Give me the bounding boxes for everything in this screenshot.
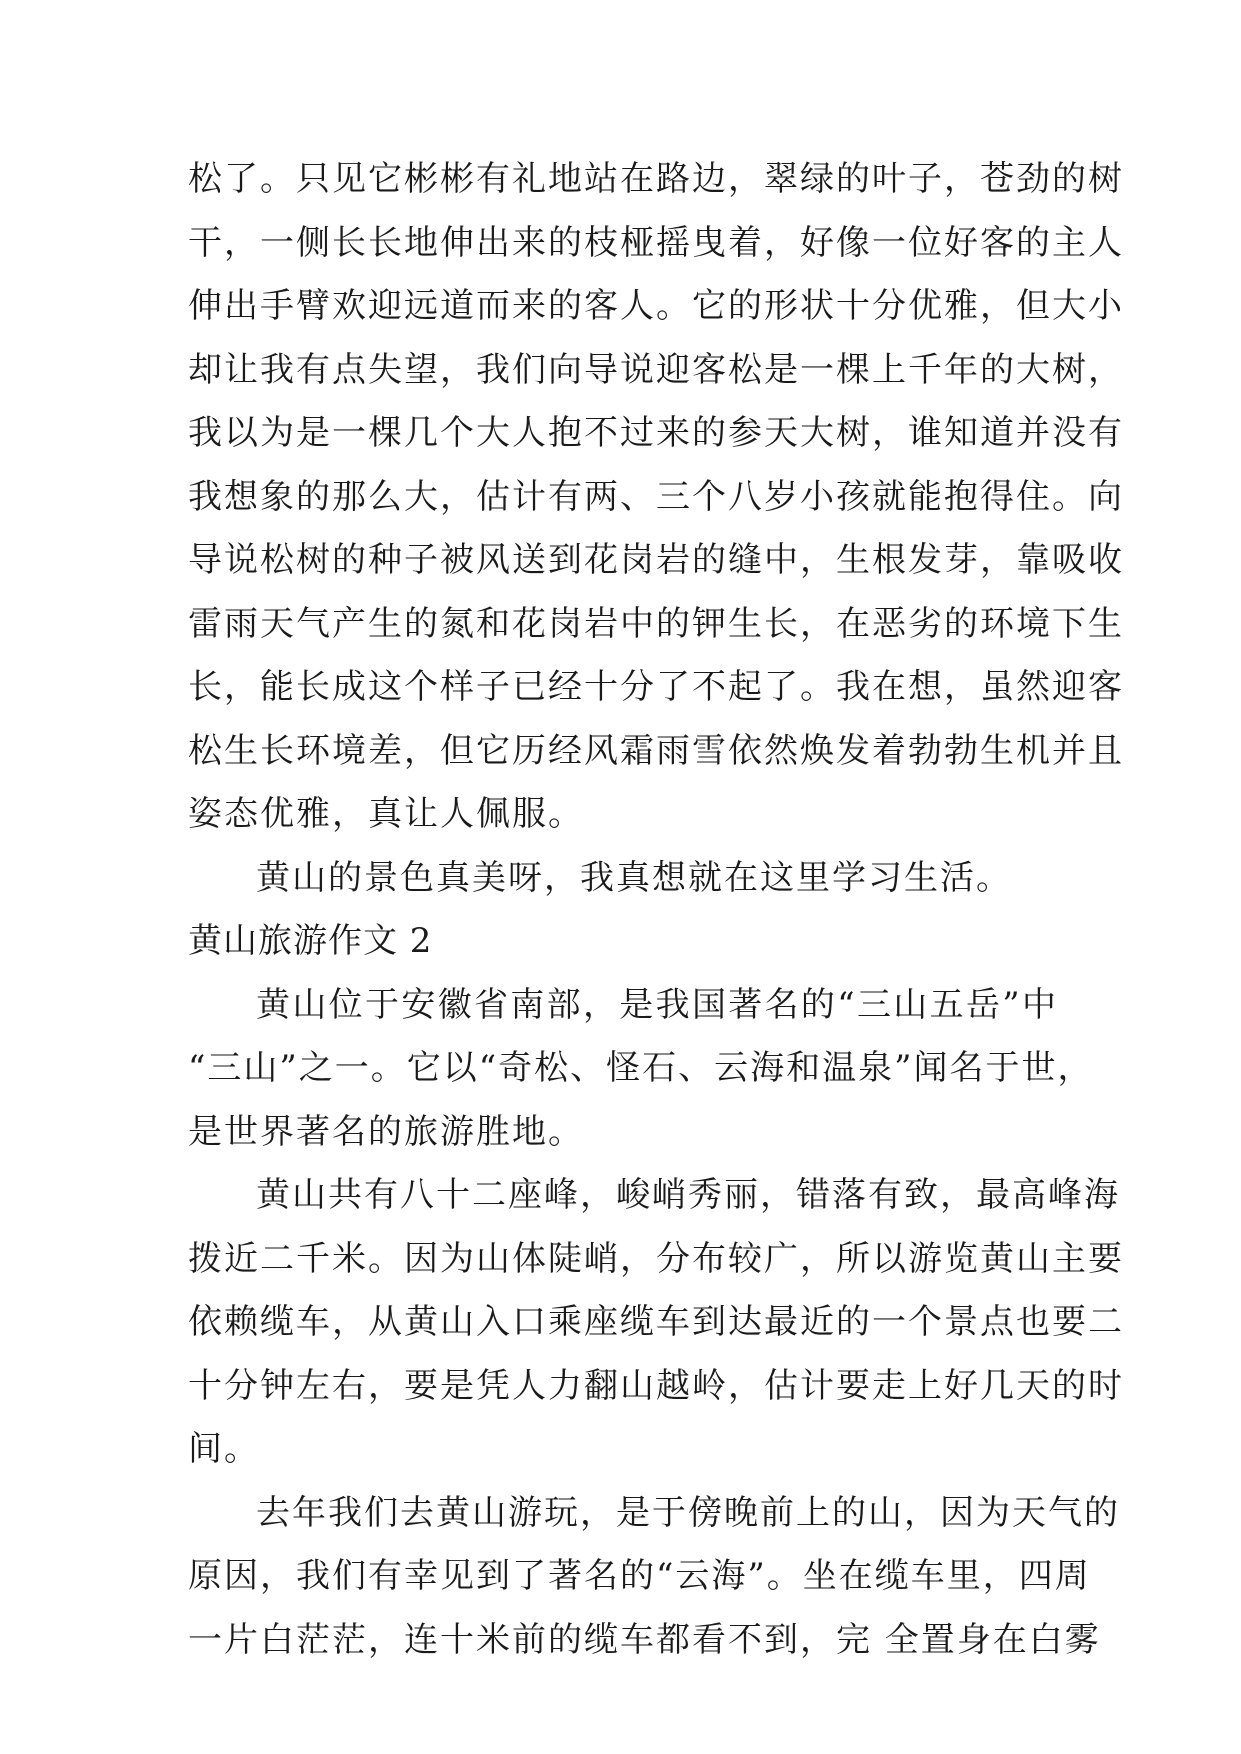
text-line: 干，一侧长长地伸出来的枝桠摇曳着，好像一位好客的主人 [188, 222, 1124, 263]
text-line: 松生长环境差，但它历经风霜雨雪依然焕发着勃勃生机并且 [188, 730, 1124, 771]
text-line: 依赖缆车，从黄山入口乘座缆车到达最近的一个景点也要二 [188, 1302, 1124, 1342]
text-line: 原因，我们有幸见到了著名的“云海”。坐在缆车里，四周 [188, 1556, 1091, 1596]
text-line: 却让我有点失望，我们向导说迎客松是一棵上千年的大树， [188, 349, 1124, 390]
text-line: 长，能长成这个样子已经十分了不起了。我在想，虽然迎客 [188, 667, 1124, 707]
text-line: “三山”之一。它以“奇松、怪石、云海和温泉”闻名于世， [188, 1048, 1094, 1088]
paragraph-start: 去年我们去黄山游玩，是于傍晚前上的山，因为天气的 [256, 1492, 1120, 1533]
text-line: 拨近二千米。因为山体陡峭，分布较广，所以游览黄山主要 [188, 1238, 1124, 1279]
text-line: 是世界著名的旅游胜地。 [188, 1111, 584, 1152]
text-line: 伸出手臂欢迎远道而来的客人。它的形状十分优雅，但大小 [188, 286, 1124, 326]
section-heading: 黄山旅游作文 2 [188, 921, 433, 961]
text-line: 我以为是一棵几个大人抱不过来的参天大树，谁知道并没有 [188, 413, 1124, 453]
text-line: 十分钟左右，要是凭人力翻山越岭，估计要走上好几天的时 [188, 1365, 1124, 1406]
text-line: 松了。只见它彬彬有礼地站在路边，翠绿的叶子，苍劲的树 [188, 159, 1124, 199]
text-line: 一片白茫茫，连十米前的缆车都看不到，完 全置身在白雾 [188, 1619, 1101, 1660]
article-body [188, 148, 1124, 1672]
text-line: 雷雨天气产生的氮和花岗岩中的钾生长，在恶劣的环境下生 [188, 603, 1124, 644]
text-line: 姿态优雅，真让人佩服。 [188, 794, 584, 834]
paragraph-start: 黄山的景色真美呀，我真想就在这里学习生活。 [256, 857, 1012, 898]
text-line: 我想象的那么大，估计有两、三个八岁小孩就能抱得住。向 [188, 476, 1124, 517]
text-line: 间。 [188, 1429, 260, 1469]
text-line: 导说松树的种子被风送到花岗岩的缝中，生根发芽，靠吸收 [188, 540, 1124, 580]
paragraph-start: 黄山位于安徽省南部，是我国著名的“三山五岳”中 [256, 984, 1058, 1025]
paragraph-start: 黄山共有八十二座峰，峻峭秀丽，错落有致，最高峰海 [256, 1175, 1120, 1215]
